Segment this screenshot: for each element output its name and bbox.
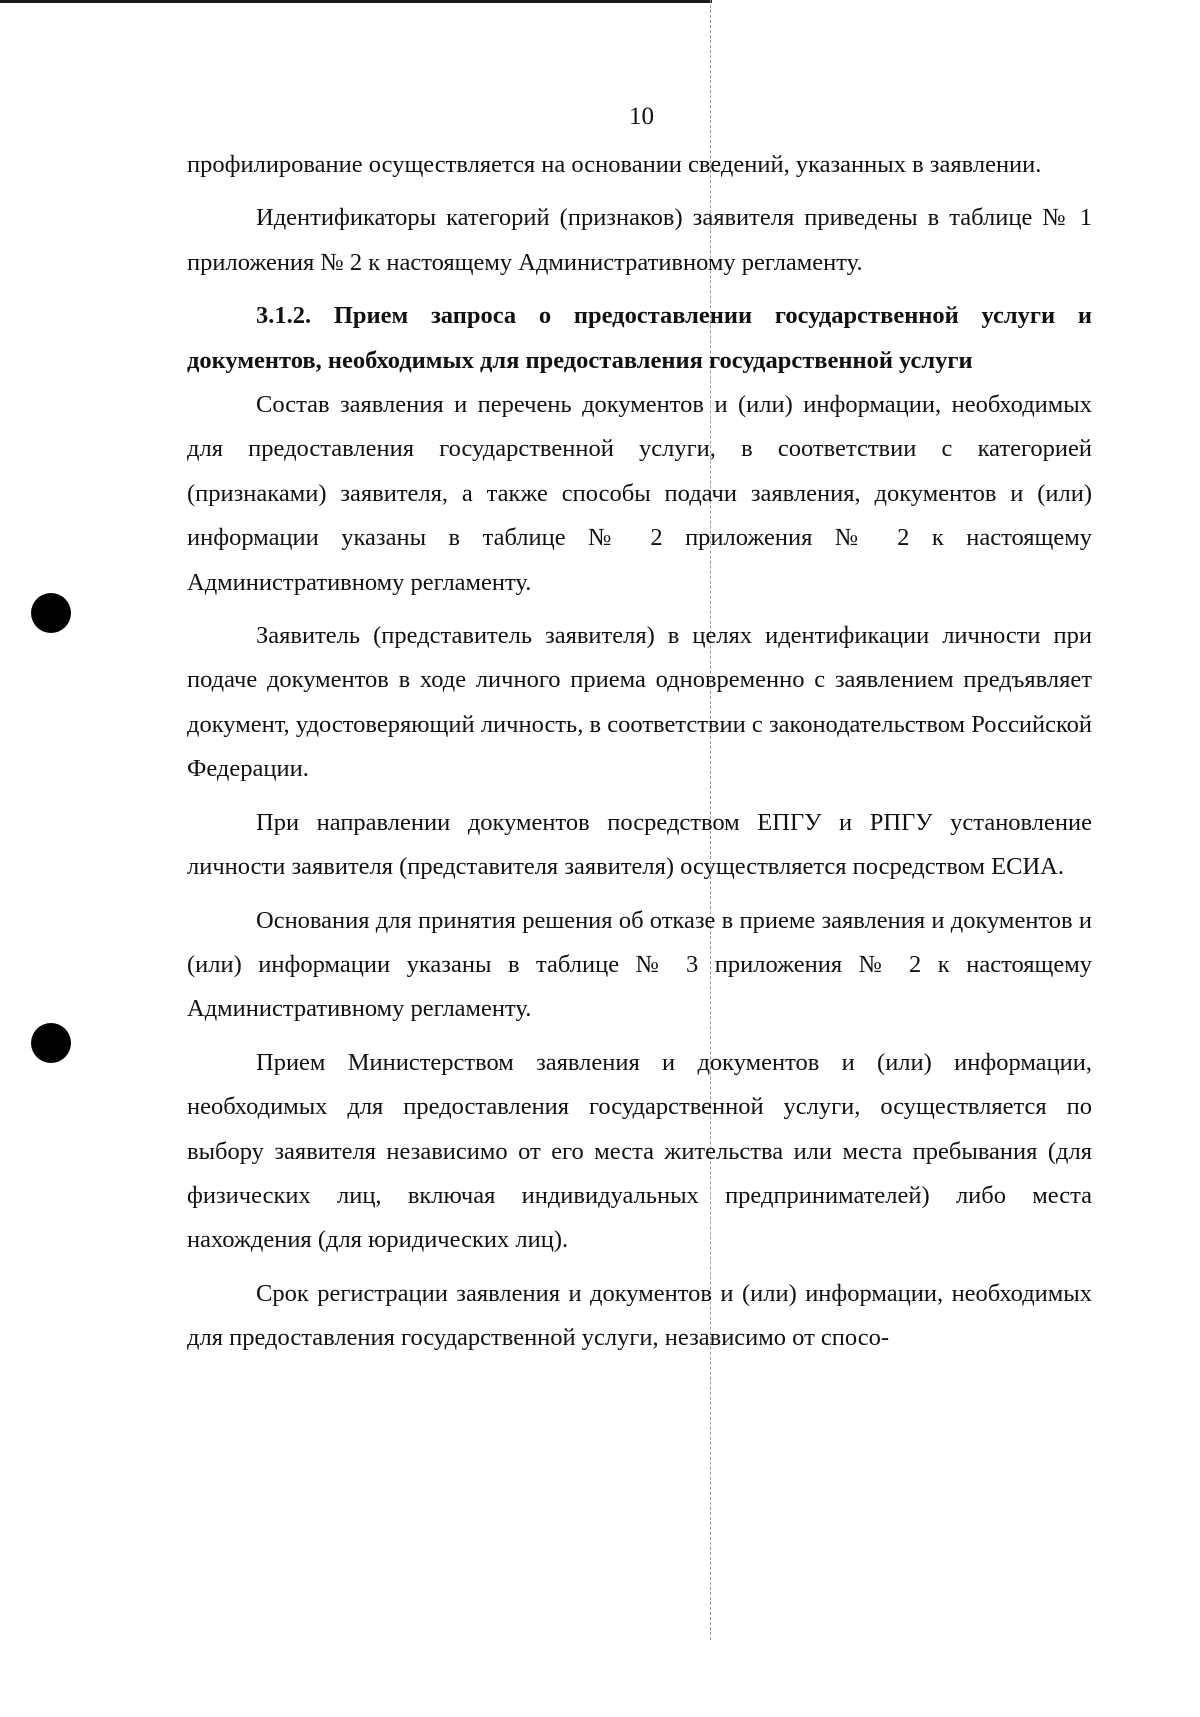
page-number: 10 — [629, 103, 654, 130]
punch-hole-top — [31, 593, 71, 633]
paragraph-refusal-grounds: Основания для принятия решения об отказе в приеме заявления и документов и (или) информации указаны в таблице № 3 приложения № 2 к настоящему Административному регламенту. — [187, 906, 1092, 1023]
paragraph-identity-presentation: Заявитель (представитель заявителя) в целях идентификации личности при подаче документов в ходе личного приема одновременно с заявлением предъявляет документ, удостоверяющий личность, в соответствии с законодательством Российской Федерации. — [187, 622, 1092, 783]
paragraph-reception: Прием Министерством заявления и документов и (или) информации, необходимых для предоставления государственной услуги, осуществляется по выбору заявителя независимо от его места жительства или места пребывания (для физических лиц, включая индивидуальных предпринимателей) либо места нахождения (для юридических лиц). — [187, 1048, 1092, 1254]
paragraph-identifiers: Идентификаторы категорий (признаков) заявителя приведены в таблице № 1 приложения № 2 к настоящему Административному регламенту. — [187, 204, 1092, 276]
paragraph-registration-term: Срок регистрации заявления и документов и (или) информации, необходимых для предоставления государственной услуги, независимо от спосо- — [187, 1279, 1092, 1352]
paragraph-application-contents: Состав заявления и перечень документов и (или) информации, необходимых для предоставления государственной услуги, в соответствии с категорией (признаками) заявителя, а также способы подачи заявления, документов и (или) информации указаны в таблице № 2 приложения № 2 к настоящему Административному регламенту. — [187, 391, 1092, 596]
paragraph-epgu-identification: При направлении документов посредством ЕПГУ и РПГУ установление личности заявителя (представителя заявителя) осуществляется посредством ЕСИА. — [187, 808, 1092, 881]
scan-top-edge — [0, 0, 712, 3]
paragraph-profiling: профилирование осуществляется на основании сведений, указанных в заявлении. — [187, 151, 1042, 178]
document-body — [187, 143, 1092, 1361]
section-heading: 3.1.2. Прием запроса о предоставлении государственной услуги и документов, необходимых для предоставления государственной услуги — [187, 302, 1092, 374]
punch-hole-bottom — [31, 1023, 71, 1063]
